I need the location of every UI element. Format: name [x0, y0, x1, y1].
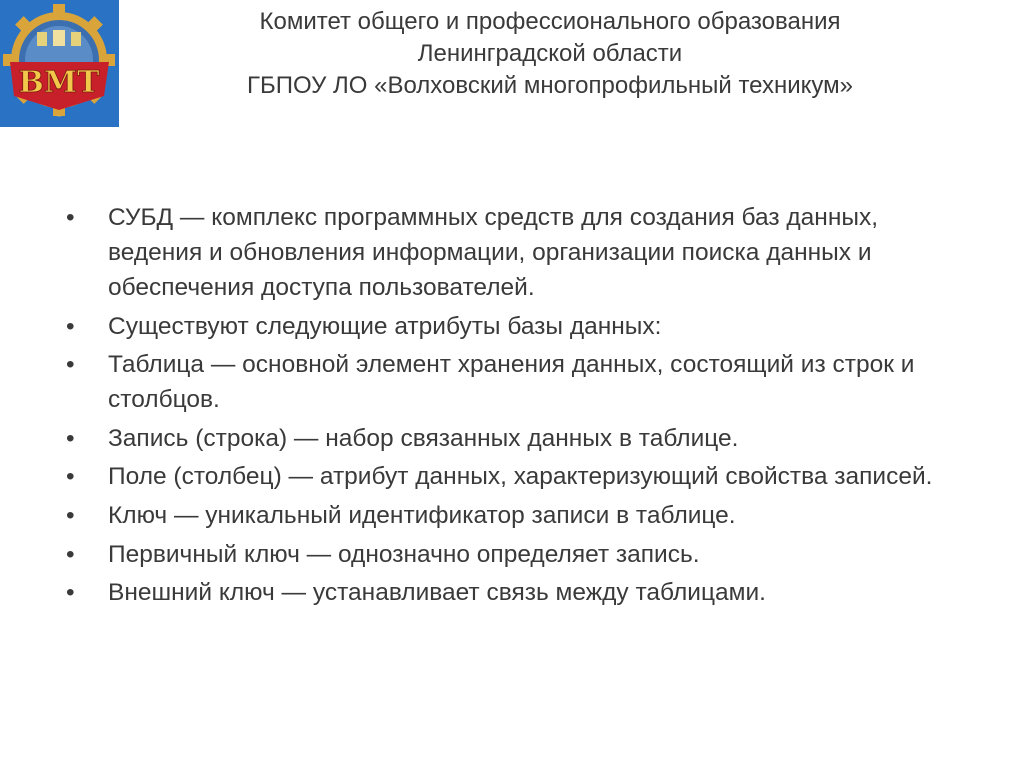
page-header	[150, 6, 950, 102]
bullet-dot: •	[66, 424, 75, 452]
bullet-item	[66, 421, 966, 456]
bullet-item	[66, 347, 966, 417]
bullet-dot: •	[66, 540, 75, 568]
bullet-text: Запись (строка) — набор связанных данных в таблице.	[108, 424, 739, 452]
bullet-text: Внешний ключ — устанавливает связь между таблицами.	[108, 579, 766, 607]
header-line-1: Комитет общего и профессионального образования	[259, 8, 841, 35]
bullet-text: Первичный ключ — однозначно определяет запись.	[108, 540, 700, 568]
bullet-text: Существуют следующие атрибуты базы данных:	[108, 312, 662, 340]
bullet-dot: •	[66, 204, 75, 231]
bullet-item	[66, 309, 966, 344]
bullet-dot: •	[66, 463, 75, 491]
bullet-list	[66, 200, 966, 614]
bullet-dot: •	[66, 579, 75, 607]
header-line-3: ГБПОУ ЛО «Волховский многопрофильный техникум»	[246, 72, 853, 99]
bullet-item	[66, 459, 966, 494]
bullet-item	[66, 575, 966, 610]
college-logo	[0, 0, 119, 127]
bullet-text: Поле (столбец) — атрибут данных, характеризующий свойства записей.	[108, 463, 933, 491]
header-line-2: Ленинградской области	[417, 40, 683, 67]
bullet-dot: •	[66, 501, 75, 529]
bullet-text: Таблица — основной элемент хранения данных, состоящий из строк и столбцов.	[108, 351, 915, 414]
logo-ribbon-text: ~	[56, 113, 62, 120]
bullet-dot: •	[66, 312, 75, 340]
bullet-item	[66, 498, 966, 533]
bullet-text: Ключ — уникальный идентификатор записи в таблице.	[108, 501, 736, 529]
bullet-text: СУБД — комплекс программных средств для создания баз данных, ведения и обновления информации, организации поиска данных и обеспечения доступа пользователей.	[108, 204, 879, 301]
logo-letters: ВМТ	[18, 65, 100, 100]
bullet-item	[66, 200, 966, 305]
bullet-item	[66, 537, 966, 572]
bullet-dot: •	[66, 351, 75, 379]
